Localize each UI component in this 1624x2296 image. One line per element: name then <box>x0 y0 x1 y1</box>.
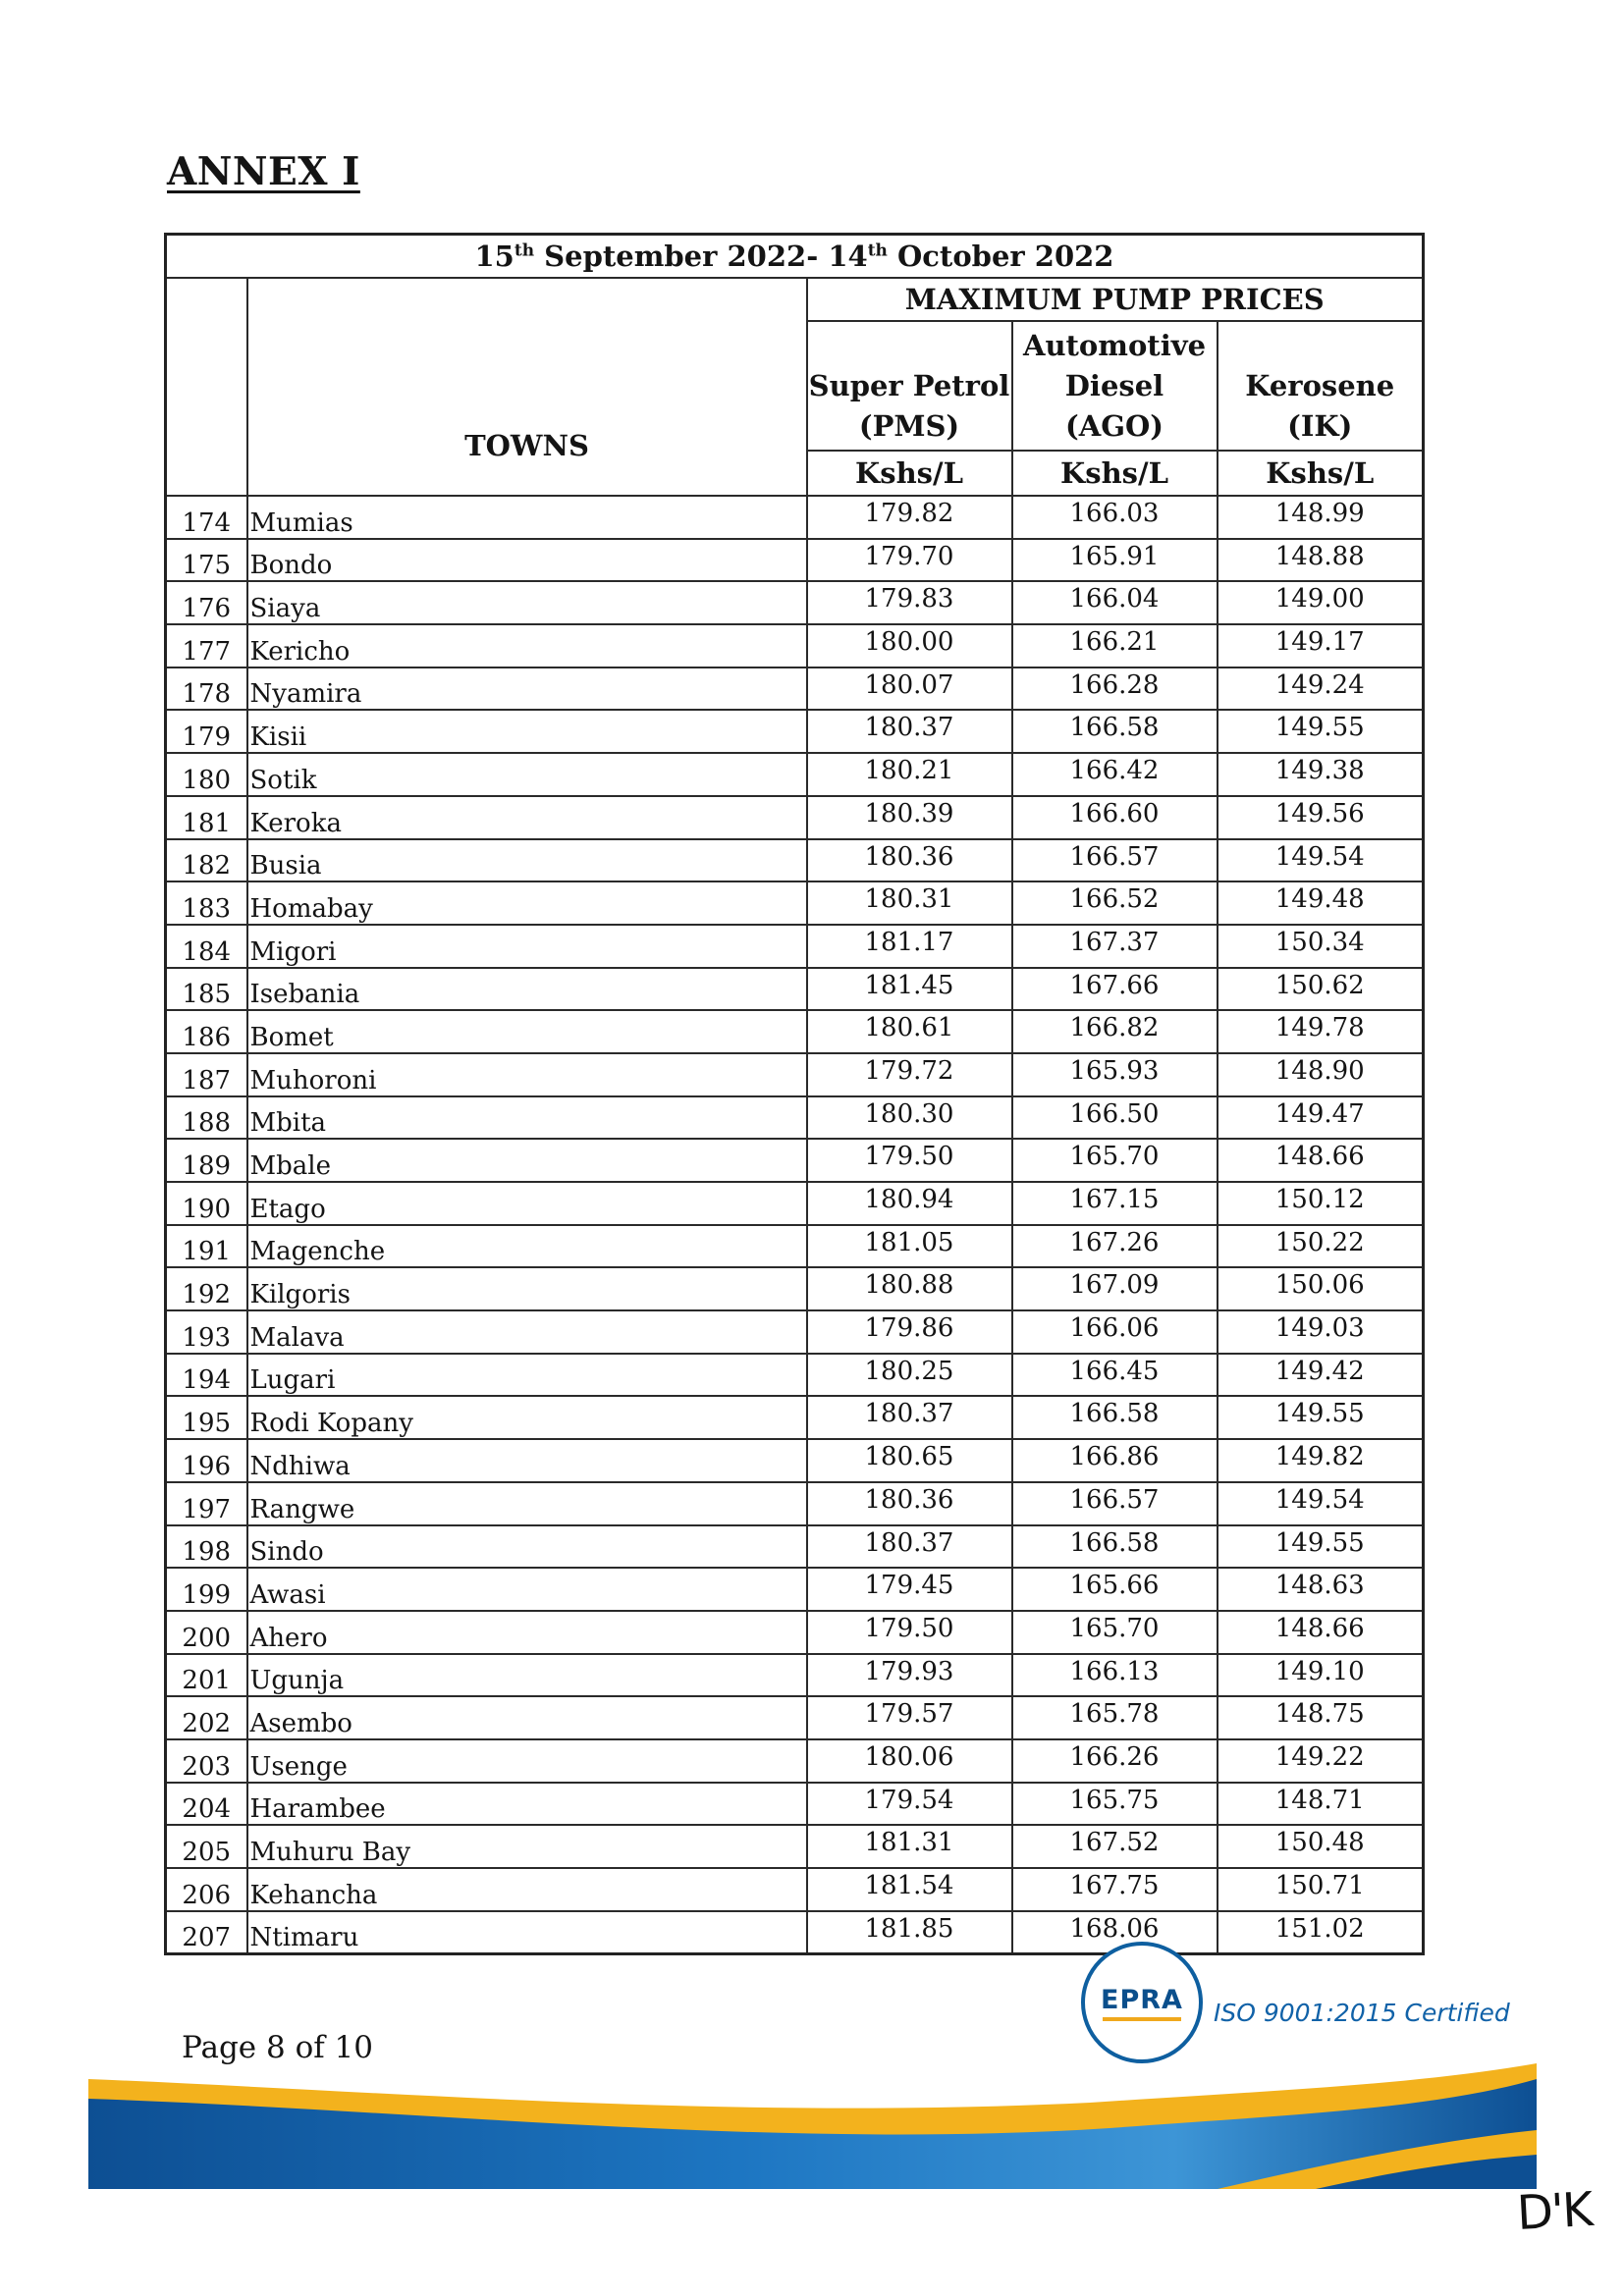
row-number: 182 <box>166 839 247 882</box>
table-row <box>166 753 1424 796</box>
pms-price: 180.39 <box>807 796 1012 839</box>
ago-price: 165.78 <box>1012 1696 1218 1739</box>
table-row <box>166 925 1424 968</box>
town-name: Muhuru Bay <box>247 1825 807 1868</box>
row-number: 187 <box>166 1053 247 1096</box>
table-row <box>166 1525 1424 1569</box>
town-name: Ahero <box>247 1611 807 1654</box>
ik-price: 149.56 <box>1218 796 1424 839</box>
ik-price: 149.55 <box>1218 1525 1424 1569</box>
row-number: 204 <box>166 1783 247 1826</box>
town-name: Mbale <box>247 1139 807 1182</box>
table-row <box>166 796 1424 839</box>
town-name: Etago <box>247 1182 807 1225</box>
towns-header: TOWNS <box>247 278 807 496</box>
row-number: 183 <box>166 881 247 925</box>
ago-price: 166.50 <box>1012 1096 1218 1140</box>
ago-price: 166.45 <box>1012 1354 1218 1397</box>
ik-price: 148.66 <box>1218 1611 1424 1654</box>
ik-price: 149.54 <box>1218 1482 1424 1525</box>
table-row <box>166 839 1424 882</box>
ik-price: 148.71 <box>1218 1783 1424 1826</box>
ago-price: 167.52 <box>1012 1825 1218 1868</box>
pms-price: 179.86 <box>807 1310 1012 1354</box>
table-row <box>166 1310 1424 1354</box>
table-row <box>166 881 1424 925</box>
row-number: 205 <box>166 1825 247 1868</box>
footer-wave <box>88 2052 1551 2189</box>
ago-price: 166.58 <box>1012 710 1218 753</box>
town-name: Mbita <box>247 1096 807 1140</box>
row-number: 207 <box>166 1911 247 1954</box>
row-number: 206 <box>166 1868 247 1911</box>
pms-price: 179.57 <box>807 1696 1012 1739</box>
ik-price: 149.47 <box>1218 1096 1424 1140</box>
ago-price: 167.26 <box>1012 1225 1218 1268</box>
ago-price: 166.57 <box>1012 1482 1218 1525</box>
row-number: 201 <box>166 1654 247 1697</box>
row-number: 176 <box>166 581 247 624</box>
table-row <box>166 1868 1424 1911</box>
page-number: Page 8 of 10 <box>182 2030 374 2065</box>
ago-price: 166.06 <box>1012 1310 1218 1354</box>
town-name: Kilgoris <box>247 1267 807 1310</box>
table-row <box>166 1482 1424 1525</box>
town-name: Ndhiwa <box>247 1439 807 1482</box>
row-number: 192 <box>166 1267 247 1310</box>
ik-price: 148.88 <box>1218 539 1424 582</box>
table-row <box>166 539 1424 582</box>
pms-price: 180.00 <box>807 624 1012 667</box>
pms-price: 181.17 <box>807 925 1012 968</box>
ik-price: 150.71 <box>1218 1868 1424 1911</box>
pms-price: 179.70 <box>807 539 1012 582</box>
ik-price: 148.66 <box>1218 1139 1424 1182</box>
town-name: Busia <box>247 839 807 882</box>
iso-certification: ISO 9001:2015 Certified <box>1214 1999 1510 2027</box>
pms-price: 179.93 <box>807 1654 1012 1697</box>
table-row <box>166 968 1424 1011</box>
town-name: Mumias <box>247 496 807 539</box>
town-name: Lugari <box>247 1354 807 1397</box>
table-row <box>166 1654 1424 1697</box>
ik-price: 148.75 <box>1218 1696 1424 1739</box>
row-number: 180 <box>166 753 247 796</box>
town-name: Harambee <box>247 1783 807 1826</box>
ago-price: 167.66 <box>1012 968 1218 1011</box>
row-number: 199 <box>166 1568 247 1611</box>
town-name: Awasi <box>247 1568 807 1611</box>
ago-price: 168.06 <box>1012 1911 1218 1954</box>
pms-price: 180.65 <box>807 1439 1012 1482</box>
ik-price: 150.48 <box>1218 1825 1424 1868</box>
ago-price: 166.04 <box>1012 581 1218 624</box>
table-row <box>166 1010 1424 1053</box>
town-name: Kehancha <box>247 1868 807 1911</box>
ik-price: 149.42 <box>1218 1354 1424 1397</box>
pms-price: 180.88 <box>807 1267 1012 1310</box>
max-prices-header: MAXIMUM PUMP PRICES <box>807 278 1424 321</box>
ago-price: 167.09 <box>1012 1267 1218 1310</box>
unit-header: Kshs/L <box>807 451 1012 496</box>
town-name: Homabay <box>247 881 807 925</box>
ago-price: 166.52 <box>1012 881 1218 925</box>
pms-price: 180.21 <box>807 753 1012 796</box>
row-number: 202 <box>166 1696 247 1739</box>
row-number: 185 <box>166 968 247 1011</box>
pms-price: 180.36 <box>807 1482 1012 1525</box>
table-row <box>166 1139 1424 1182</box>
ago-price: 167.15 <box>1012 1182 1218 1225</box>
town-name: Nyamira <box>247 667 807 711</box>
ago-price: 166.86 <box>1012 1439 1218 1482</box>
ik-price: 150.22 <box>1218 1225 1424 1268</box>
table-row <box>166 667 1424 711</box>
row-number: 193 <box>166 1310 247 1354</box>
town-name: Migori <box>247 925 807 968</box>
ago-price: 165.91 <box>1012 539 1218 582</box>
ik-price: 149.24 <box>1218 667 1424 711</box>
town-name: Rodi Kopany <box>247 1396 807 1439</box>
town-name: Sotik <box>247 753 807 796</box>
annex-title: ANNEX I <box>167 149 360 194</box>
town-name: Isebania <box>247 968 807 1011</box>
pump-prices-table <box>164 233 1425 1955</box>
ik-price: 149.00 <box>1218 581 1424 624</box>
row-number: 197 <box>166 1482 247 1525</box>
town-name: Kisii <box>247 710 807 753</box>
ago-price: 166.58 <box>1012 1396 1218 1439</box>
ago-price: 166.42 <box>1012 753 1218 796</box>
pms-price: 181.54 <box>807 1868 1012 1911</box>
table-row <box>166 1354 1424 1397</box>
town-name: Magenche <box>247 1225 807 1268</box>
row-number: 181 <box>166 796 247 839</box>
table-row <box>166 624 1424 667</box>
ago-price: 165.70 <box>1012 1611 1218 1654</box>
table-row <box>166 1568 1424 1611</box>
row-number: 195 <box>166 1396 247 1439</box>
row-number: 184 <box>166 925 247 968</box>
pms-price: 180.37 <box>807 710 1012 753</box>
pms-price: 181.05 <box>807 1225 1012 1268</box>
town-name: Bomet <box>247 1010 807 1053</box>
pms-price: 180.31 <box>807 881 1012 925</box>
pms-price: 181.45 <box>807 968 1012 1011</box>
table-row <box>166 496 1424 539</box>
pms-price: 179.83 <box>807 581 1012 624</box>
index-header <box>166 278 247 496</box>
table-row <box>166 1696 1424 1739</box>
table-row <box>166 1182 1424 1225</box>
row-number: 200 <box>166 1611 247 1654</box>
period-header: 15th September 2022- 14th October 2022 <box>166 235 1424 279</box>
table-row <box>166 1911 1424 1954</box>
ik-price: 150.34 <box>1218 925 1424 968</box>
pms-price: 180.07 <box>807 667 1012 711</box>
ik-price: 150.12 <box>1218 1182 1424 1225</box>
ik-price: 149.82 <box>1218 1439 1424 1482</box>
pms-price: 180.37 <box>807 1525 1012 1569</box>
row-number: 188 <box>166 1096 247 1140</box>
row-number: 179 <box>166 710 247 753</box>
ago-price: 165.75 <box>1012 1783 1218 1826</box>
ago-price: 166.82 <box>1012 1010 1218 1053</box>
ago-price: 166.60 <box>1012 796 1218 839</box>
row-number: 203 <box>166 1739 247 1783</box>
table-row <box>166 1611 1424 1654</box>
pms-price: 179.50 <box>807 1139 1012 1182</box>
row-number: 174 <box>166 496 247 539</box>
row-number: 189 <box>166 1139 247 1182</box>
ago-price: 166.21 <box>1012 624 1218 667</box>
ago-price: 165.93 <box>1012 1053 1218 1096</box>
row-number: 186 <box>166 1010 247 1053</box>
ik-price: 150.62 <box>1218 968 1424 1011</box>
town-name: Ugunja <box>247 1654 807 1697</box>
pms-price: 179.72 <box>807 1053 1012 1096</box>
town-name: Ntimaru <box>247 1911 807 1954</box>
ago-price: 165.70 <box>1012 1139 1218 1182</box>
ago-price: 166.28 <box>1012 667 1218 711</box>
unit-header: Kshs/L <box>1218 451 1424 496</box>
table-row <box>166 1783 1424 1826</box>
town-name: Rangwe <box>247 1482 807 1525</box>
ago-price: 166.03 <box>1012 496 1218 539</box>
town-name: Muhoroni <box>247 1053 807 1096</box>
town-name: Bondo <box>247 539 807 582</box>
ago-price: 166.57 <box>1012 839 1218 882</box>
pms-price: 180.36 <box>807 839 1012 882</box>
pms-price: 180.61 <box>807 1010 1012 1053</box>
pms-price: 180.25 <box>807 1354 1012 1397</box>
ik-price: 149.22 <box>1218 1739 1424 1783</box>
pms-price: 179.45 <box>807 1568 1012 1611</box>
ago-price: 166.58 <box>1012 1525 1218 1569</box>
table-row <box>166 1439 1424 1482</box>
ik-price: 148.99 <box>1218 496 1424 539</box>
town-name: Kericho <box>247 624 807 667</box>
pms-price: 180.30 <box>807 1096 1012 1140</box>
ik-price: 148.90 <box>1218 1053 1424 1096</box>
ik-price: 149.54 <box>1218 839 1424 882</box>
table-row <box>166 1096 1424 1140</box>
ik-price: 149.10 <box>1218 1654 1424 1697</box>
pms-price: 179.54 <box>807 1783 1012 1826</box>
ik-price: 149.48 <box>1218 881 1424 925</box>
table-row <box>166 581 1424 624</box>
ik-price: 149.55 <box>1218 710 1424 753</box>
ik-price: 150.06 <box>1218 1267 1424 1310</box>
product-header-pms: Super Petrol (PMS) <box>807 321 1012 451</box>
table-row <box>166 1267 1424 1310</box>
town-name: Asembo <box>247 1696 807 1739</box>
epra-logo: EPRA <box>1081 1942 1203 2063</box>
ago-price: 166.13 <box>1012 1654 1218 1697</box>
ago-price: 167.75 <box>1012 1868 1218 1911</box>
pms-price: 181.85 <box>807 1911 1012 1954</box>
table-row <box>166 1739 1424 1783</box>
pms-price: 181.31 <box>807 1825 1012 1868</box>
handwritten-initials: D'K <box>1515 2182 1594 2241</box>
product-header-ago: Automotive Diesel (AGO) <box>1012 321 1218 451</box>
row-number: 177 <box>166 624 247 667</box>
row-number: 198 <box>166 1525 247 1569</box>
row-number: 190 <box>166 1182 247 1225</box>
ik-price: 151.02 <box>1218 1911 1424 1954</box>
ik-price: 149.55 <box>1218 1396 1424 1439</box>
unit-header: Kshs/L <box>1012 451 1218 496</box>
table-row <box>166 1396 1424 1439</box>
ik-price: 149.78 <box>1218 1010 1424 1053</box>
row-number: 196 <box>166 1439 247 1482</box>
row-number: 194 <box>166 1354 247 1397</box>
pms-price: 180.37 <box>807 1396 1012 1439</box>
town-name: Siaya <box>247 581 807 624</box>
row-number: 175 <box>166 539 247 582</box>
table-row <box>166 1225 1424 1268</box>
ago-price: 165.66 <box>1012 1568 1218 1611</box>
table-row <box>166 1053 1424 1096</box>
ago-price: 166.26 <box>1012 1739 1218 1783</box>
ik-price: 148.63 <box>1218 1568 1424 1611</box>
ago-price: 167.37 <box>1012 925 1218 968</box>
pms-price: 179.50 <box>807 1611 1012 1654</box>
row-number: 178 <box>166 667 247 711</box>
town-name: Usenge <box>247 1739 807 1783</box>
ik-price: 149.38 <box>1218 753 1424 796</box>
pms-price: 180.94 <box>807 1182 1012 1225</box>
pms-price: 180.06 <box>807 1739 1012 1783</box>
row-number: 191 <box>166 1225 247 1268</box>
ik-price: 149.03 <box>1218 1310 1424 1354</box>
table-row <box>166 710 1424 753</box>
town-name: Keroka <box>247 796 807 839</box>
product-header-ik: Kerosene (IK) <box>1218 321 1424 451</box>
table-row <box>166 1825 1424 1868</box>
ik-price: 149.17 <box>1218 624 1424 667</box>
town-name: Malava <box>247 1310 807 1354</box>
pms-price: 179.82 <box>807 496 1012 539</box>
town-name: Sindo <box>247 1525 807 1569</box>
